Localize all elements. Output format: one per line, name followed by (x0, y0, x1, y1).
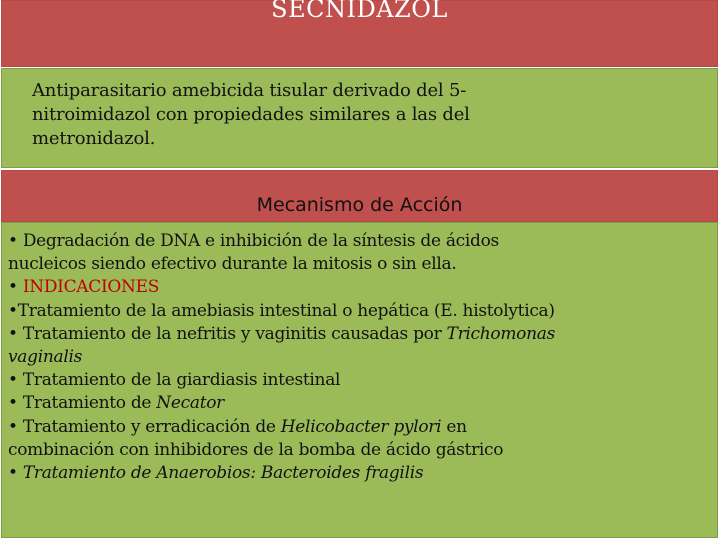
bullet: • (8, 277, 23, 298)
item-italic-text: Necator (156, 393, 224, 414)
indication-item (8, 462, 714, 485)
indication-item (8, 392, 714, 415)
indications-label: INDICACIONES (22, 277, 160, 298)
item-italic-text: Tratamiento de Anaerobios: Bacteroides fragilis (22, 463, 424, 484)
item-text: • Tratamiento de (8, 393, 157, 414)
item-italic-text: Helicobacter pylori (280, 416, 442, 437)
indication-item (8, 416, 714, 439)
item-text: • Tratamiento y erradicación de (8, 416, 281, 437)
mechanism-line: • Degradación de DNA e inhibición de la síntesis de ácidos (8, 231, 499, 251)
indication-item (8, 323, 714, 346)
item-text: en (441, 416, 467, 437)
mechanism-heading: Mecanismo de Acción (256, 194, 463, 216)
title-bar (1, 0, 718, 67)
content-text (8, 230, 714, 485)
mechanism-header-bar (1, 170, 718, 222)
indications-heading (8, 276, 714, 299)
indication-item-continuation: vaginalis (8, 347, 83, 368)
bullet: • (8, 463, 23, 484)
item-text: • Tratamiento de la nefritis y vaginitis causadas por (8, 323, 447, 344)
slide-title: SECNIDAZOL (271, 0, 448, 23)
indication-item-continuation: combinación con inhibidores de la bomba de ácido gástrico (8, 439, 504, 460)
indication-item: • Tratamiento de la giardiasis intestinal (8, 370, 341, 391)
description-line: nitroimidazol con propiedades similares a las del (32, 104, 470, 125)
item-italic-text: Trichomonas (446, 323, 556, 344)
mechanism-line: nucleicos siendo efectivo durante la mitosis o sin ella. (8, 254, 457, 275)
description-panel (1, 68, 718, 168)
description-text (32, 79, 672, 151)
content-panel (1, 222, 718, 538)
description-line: metronidazol. (32, 128, 156, 149)
indication-item: •Tratamiento de la amebiasis intestinal o hepática (E. histolytica) (8, 300, 555, 321)
description-line: Antiparasitario amebicida tisular derivado del 5- (32, 80, 467, 101)
